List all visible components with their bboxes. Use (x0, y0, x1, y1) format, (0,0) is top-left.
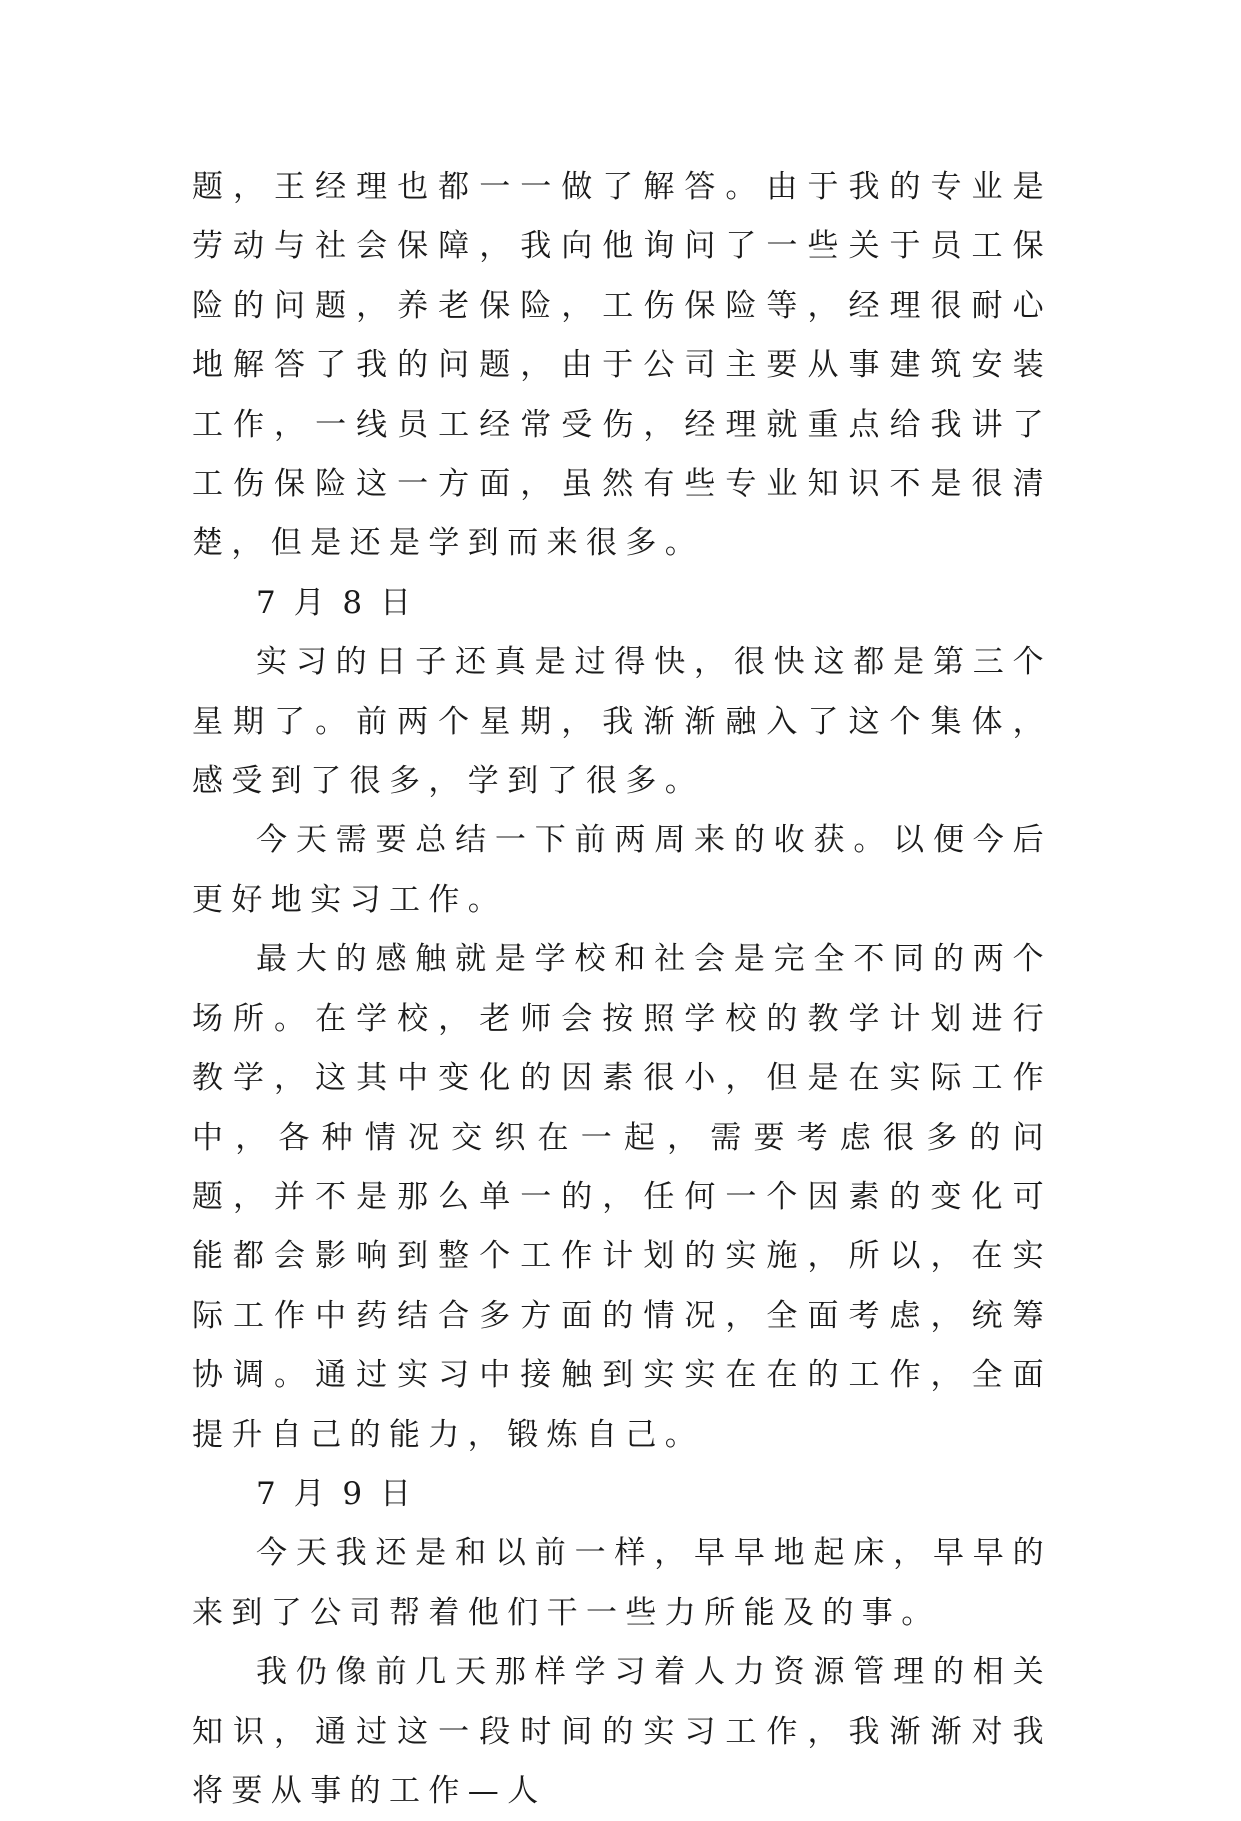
date-heading-july-9: 7 月 9 日 (256, 1475, 416, 1512)
date-heading-july-8: 7 月 8 日 (256, 584, 416, 621)
paragraph: 我仍像前几天那样学习着人力资源管理的相关知识，通过这一段时间的实习工作，我渐渐对我将要从事的工作—人 (192, 1654, 1052, 1809)
paragraph-continuation: 题，王经理也都一一做了解答。由于我的专业是劳动与社会保障，我向他询问了一些关于员工保险的问题，养老保险，工伤保险等，经理很耐心地解答了我的问题，由于公司主要从事建筑安装工作，一线员工经常受伤，经理就重点给我讲了工伤保险这一方面，虽然有些专业知识不是很清楚，但是还是学到而来很多。 (192, 169, 1052, 562)
paragraph: 实习的日子还真是过得快，很快这都是第三个星期了。前两个星期，我渐渐融入了这个集体，感受到了很多，学到了很多。 (192, 644, 1052, 800)
paragraph: 今天我还是和以前一样，早早地起床，早早的来到了公司帮着他们干一些力所能及的事。 (192, 1535, 1052, 1631)
paragraph: 今天需要总结一下前两周来的收获。以便今后更好地实习工作。 (192, 822, 1052, 918)
paragraph: 最大的感触就是学校和社会是完全不同的两个场所。在学校，老师会按照学校的教学计划进行教学，这其中变化的因素很小，但是在实际工作中，各种情况交织在一起，需要考虑很多的问题，并不是那么单一的，任何一个因素的变化可能都会影响到整个工作计划的实施，所以，在实际工作中药结合多方面的情况，全面考虑，统筹协调。通过实习中接触到实实在在的工作，全面提升自己的能力，锻炼自己。 (192, 941, 1052, 1453)
document-body (192, 158, 1052, 1821)
